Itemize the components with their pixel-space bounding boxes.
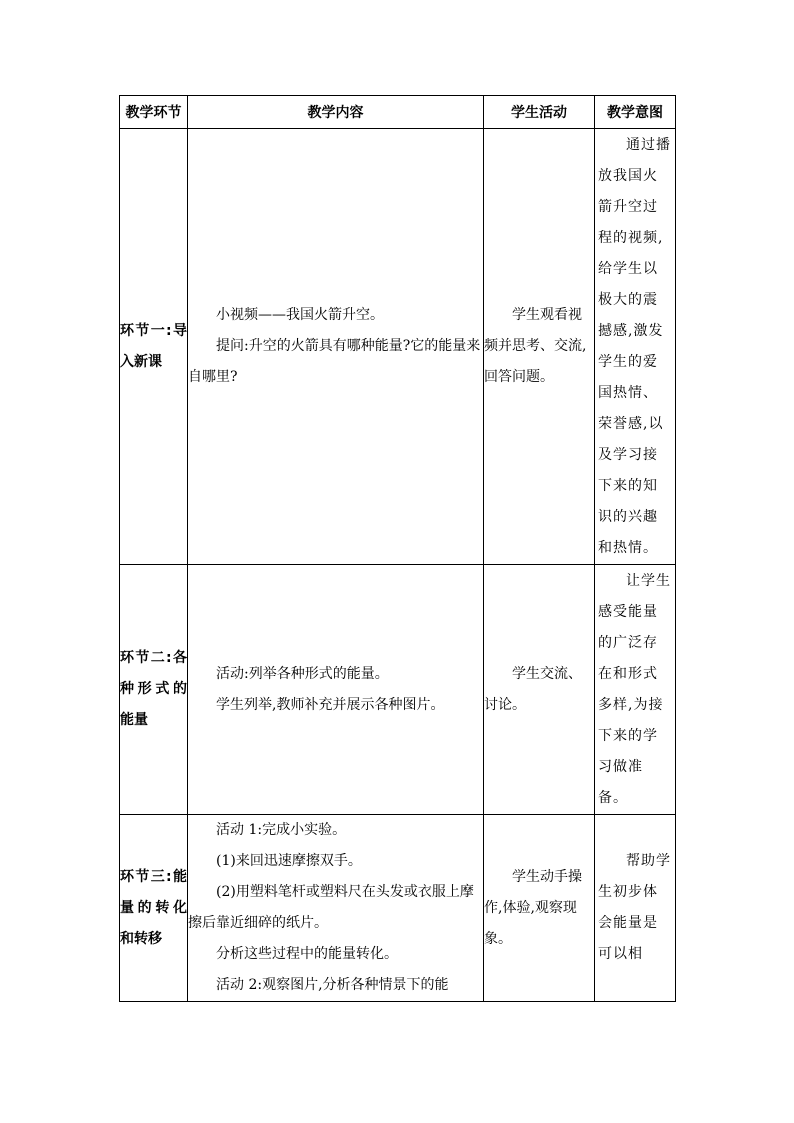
table-header-row [120,96,676,129]
content-line: 小视频——我国火箭升空。 [216,307,384,323]
intent-text: 通过播放我国火箭升空过程的视频,给学生以极大的震撼感,激发学生的爱国热情、荣誉感,以及学习接下来的知识的兴趣和热情。 [598,136,671,556]
content-line: 活动 1:完成小实验。 [216,822,347,838]
activity-cell [484,129,595,565]
intent-text: 帮助学生初步体会能量是可以相 [598,853,671,962]
content-line: (1)来回迅速摩擦双手。 [216,853,362,869]
intent-cell [595,565,676,815]
intent-cell [595,129,676,565]
table-row [120,129,676,565]
content-line: 学生列举,教师补充并展示各种图片。 [216,696,445,713]
header-activity: 学生活动 [484,96,595,129]
intent-cell [595,815,676,1002]
activity-text: 学生观看视频并思考、交流,回答问题。 [484,307,587,385]
stage-cell: 环节一:导入新课 [120,129,188,565]
content-line: (2)用塑料笔杆或塑料尺在头发或衣服上摩擦后靠近细碎的纸片。 [188,884,474,931]
header-intent: 教学意图 [595,96,676,129]
content-line: 活动 2:观察图片,分析各种情景下的能 [216,977,449,993]
lesson-plan-table [119,95,676,1002]
table-row [120,565,676,815]
stage-cell: 环节二:各种形式的能量 [120,565,188,815]
content-cell [188,565,484,815]
content-line: 提问:升空的火箭具有哪种能量?它的能量来自哪里? [188,338,481,385]
activity-cell [484,815,595,1002]
stage-cell: 环节三:能量的转化和转移 [120,815,188,1002]
intent-text: 让学生感受能量的广泛存在和形式多样,为接下来的学习做准备。 [598,572,671,806]
activity-cell [484,565,595,815]
content-cell [188,129,484,565]
content-cell [188,815,484,1002]
header-stage: 教学环节 [120,96,188,129]
activity-text: 学生交流、讨论。 [484,665,582,713]
header-content: 教学内容 [188,96,484,129]
activity-text: 学生动手操作,体验,观察现象。 [484,868,582,947]
content-line: 活动:列举各种形式的能量。 [216,665,389,682]
table-row [120,815,676,1002]
content-line: 分析这些过程中的能量转化。 [216,946,398,962]
